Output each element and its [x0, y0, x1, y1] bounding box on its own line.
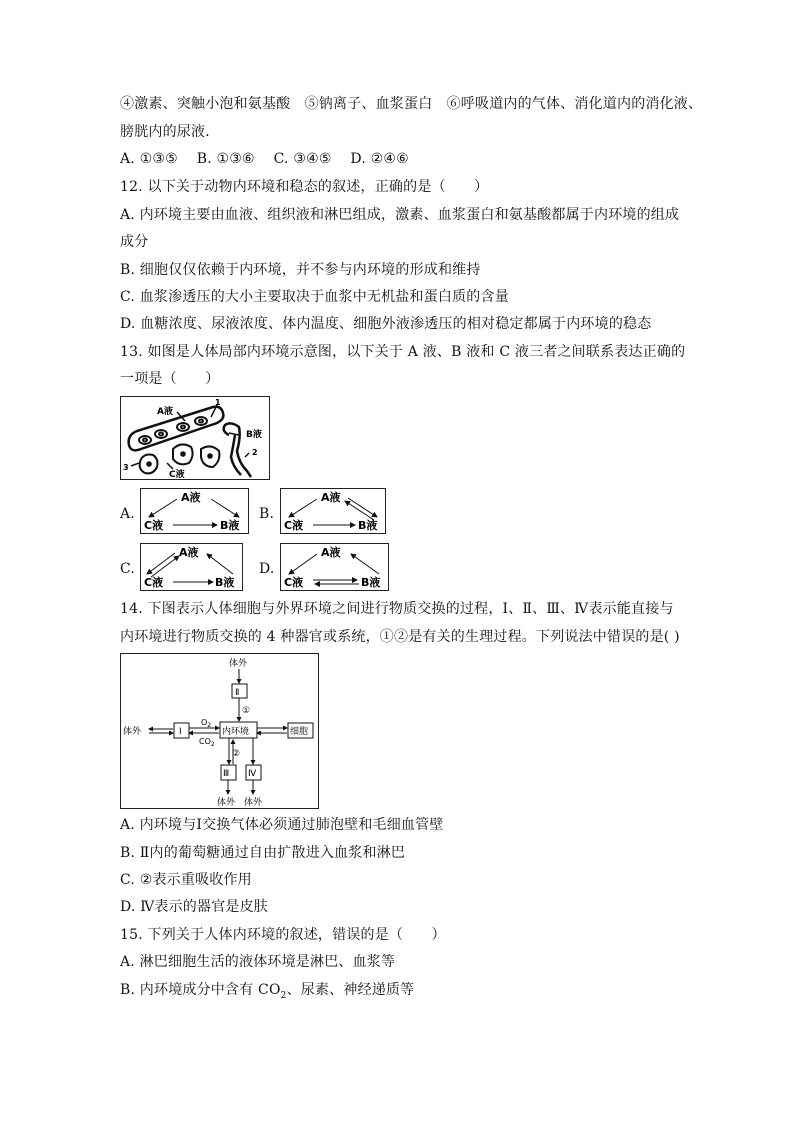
opt-d-arrow-a-to-c — [289, 554, 317, 574]
q12-option-a-line-2: 成分 — [120, 234, 149, 250]
opt-c-arrow-b-to-a — [207, 554, 233, 574]
opt-b-arrow-b-to-a — [345, 501, 374, 520]
q12-option-c: C. 血浆渗透压的大小主要取决于血浆中无机盐和蛋白质的含量 — [120, 289, 509, 305]
q13-option-d-diagram — [280, 543, 389, 591]
fig14-outside-left: 体外 — [123, 727, 142, 737]
fig14-step1: ① — [242, 706, 251, 716]
label-b-fluid: B液 — [246, 430, 262, 440]
opt-a-arrow-a-to-b — [211, 499, 239, 517]
opt-c-arrow-a-to-c — [147, 553, 175, 574]
q14-option-b: B. Ⅱ内的葡萄糖通过自由扩散进入血浆和淋巴 — [120, 845, 406, 861]
q13-option-b-letter: B. — [259, 506, 275, 522]
fig14-outside-bottom-1: 体外 — [217, 798, 236, 808]
option-b-svg — [281, 489, 385, 533]
fig14-co2-label — [199, 737, 215, 748]
option-d-svg — [281, 544, 388, 590]
q13-tissue-figure — [120, 396, 270, 480]
q14-exchange-figure — [120, 653, 319, 809]
opt-c-arrow-c-to-a — [151, 556, 179, 577]
q14-stem-line-1: 14. 下图表示人体细胞与外界环境之间进行物质交换的过程，Ⅰ、Ⅱ、Ⅲ、Ⅳ表示能直接与 — [120, 601, 674, 617]
q14-option-d: D. Ⅳ表示的器官是皮肤 — [120, 899, 269, 915]
label-3: 3 — [123, 463, 129, 472]
pointer-c — [167, 463, 173, 469]
fig14-box4-label: Ⅳ — [248, 769, 257, 779]
o2-sub: 2 — [207, 722, 212, 729]
q12-stem: 12. 以下关于动物内环境和稳态的叙述，正确的是（ ） — [120, 179, 489, 195]
opt-d-arrow-b-to-a — [351, 554, 379, 574]
tissue-diagram-svg — [121, 397, 269, 479]
q12-option-d: D. 血糖浓度、尿液浓度、体内温度、细胞外液渗透压的相对稳定都属于内环境的稳态 — [120, 316, 652, 332]
q11-option-line-2: 膀胱内的尿液． — [120, 124, 220, 140]
q11-option-line-1: ④激素、突触小泡和氨基酸 ⑤钠离子、血浆蛋白 ⑥呼吸道内的气体、消化道内的消化液、 — [120, 96, 703, 112]
fig14-cell-label: 细胞 — [290, 727, 309, 737]
q15-option-a: A. 淋巴细胞生活的液体环境是淋巴、血浆等 — [120, 954, 396, 970]
opt-a-right: B液 — [220, 519, 240, 532]
opt-d-left: C液 — [284, 576, 304, 589]
q14-option-c: C. ②表示重吸收作用 — [120, 872, 252, 888]
q15-option-b-pre: B. 内环境成分中含有 CO — [120, 982, 281, 998]
q13-option-c-diagram — [140, 543, 243, 591]
opt-c-left: C液 — [144, 576, 164, 589]
opt-b-arrow-a-to-b — [348, 498, 377, 517]
fig14-center-label: 内环境 — [222, 727, 250, 737]
opt-c-right: B液 — [215, 576, 235, 589]
q14-option-a: A. 内环境与Ⅰ交换气体必须通过肺泡壁和毛细血管壁 — [120, 817, 444, 833]
q15-option-b-sub: 2 — [280, 990, 287, 1001]
label-1: 1 — [215, 398, 221, 407]
q13-option-a-diagram — [140, 488, 249, 534]
opt-a-left: C液 — [144, 519, 164, 532]
option-c-svg — [141, 544, 242, 590]
pointer-b — [229, 433, 239, 435]
option-a-svg — [141, 489, 248, 533]
q13-stem-line-2: 一项是（ ） — [120, 371, 220, 387]
q12-option-a-line-1: A. 内环境主要由血液、组织液和淋巴组成，激素、血浆蛋白和氨基酸都属于内环境的组成 — [120, 207, 680, 223]
fig14-o2-label — [201, 718, 211, 729]
fig14-outside-top: 体外 — [229, 659, 248, 669]
q13-option-b-diagram — [280, 488, 386, 534]
fig14-box3-label: Ⅲ — [223, 769, 230, 779]
opt-b-top: A液 — [321, 491, 341, 504]
fig14-step2: ② — [232, 749, 241, 759]
fig14-outside-bottom-2: 体外 — [244, 798, 263, 808]
label-c-fluid: C液 — [169, 470, 185, 479]
opt-d-right: B液 — [361, 576, 381, 589]
opt-d-top: A液 — [321, 546, 341, 559]
q15-option-b-post: 、尿素、神经递质等 — [286, 982, 415, 998]
q13-option-c-letter: C. — [120, 561, 136, 577]
opt-b-right: B液 — [358, 519, 378, 532]
opt-b-arrow-a-to-c — [289, 499, 317, 517]
opt-b-left: C液 — [284, 519, 304, 532]
q15-stem: 15. 下列关于人体内环境的叙述，错误的是（ ） — [120, 927, 446, 943]
q11-answer-choices: A. ①③⑤ B. ①③⑥ C. ③④⑤ D. ②④⑥ — [120, 151, 409, 167]
opt-a-arrow-a-to-c — [149, 499, 177, 517]
q13-stem-line-1: 13. 如图是人体局部内环境示意图，以下关于 A 液、B 液和 C 液三者之间联系表达正确的 — [120, 344, 686, 360]
o2-main: O — [201, 718, 208, 727]
q14-stem-line-2: 内环境进行物质交换的 4 种器官或系统，①②是有关的生理过程。下列说法中错误的是( ) — [120, 629, 680, 645]
fig14-box1-label: Ⅰ — [179, 727, 182, 737]
opt-a-top: A液 — [181, 491, 201, 504]
co2-main: CO — [199, 737, 211, 746]
co2-sub: 2 — [210, 741, 215, 748]
exchange-diagram-svg — [121, 654, 318, 808]
q12-option-b: B. 细胞仅仅依赖于内环境，并不参与内环境的形成和维持 — [120, 262, 481, 278]
pointer-3 — [131, 463, 139, 466]
q15-option-b — [120, 982, 414, 1004]
q13-option-d-letter: D. — [259, 561, 275, 577]
fig14-box2-label: Ⅱ — [235, 688, 240, 698]
opt-c-top: A液 — [179, 546, 199, 559]
label-a-fluid: A液 — [157, 407, 173, 417]
q13-option-a-letter: A. — [120, 506, 135, 522]
label-2: 2 — [252, 448, 258, 457]
pointer-2 — [245, 453, 249, 457]
